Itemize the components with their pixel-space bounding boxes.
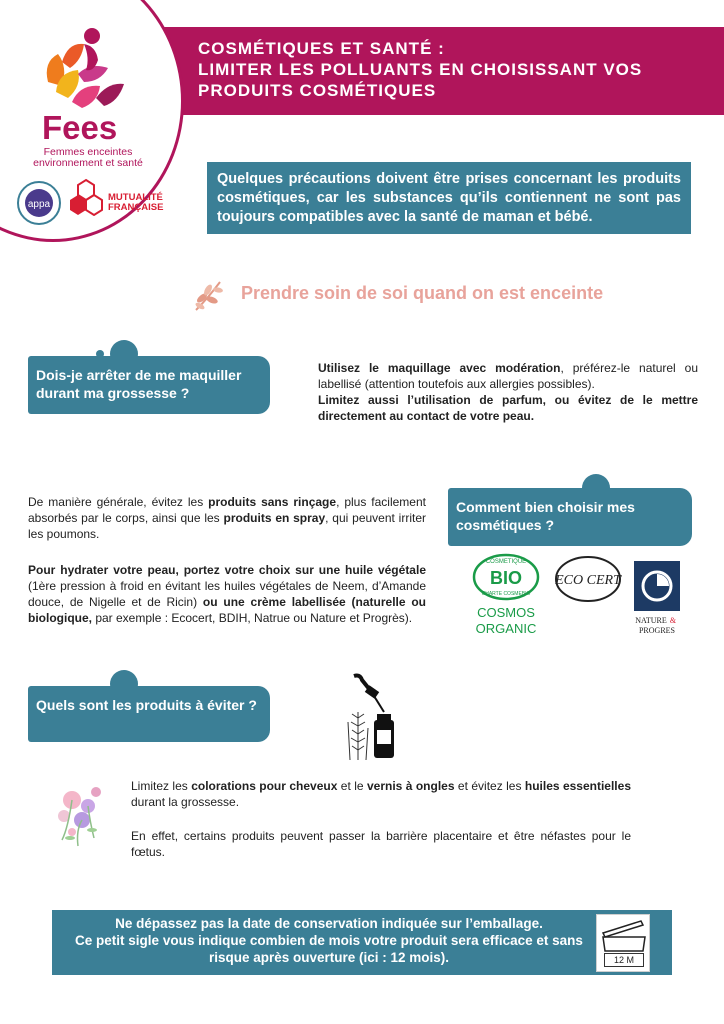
label-organic: ORGANIC bbox=[475, 621, 537, 636]
shelf-life-notice bbox=[52, 910, 672, 975]
hydrate-text-2: par exemple : Ecocert, BDIH, Natrue ou Nature et Progrès). bbox=[92, 611, 413, 625]
label-bio-bottom: CHARTE COSMEBIO bbox=[481, 591, 531, 597]
leaf-sprig-icon bbox=[190, 276, 226, 314]
avoid-text-1: Limitez les bbox=[131, 779, 192, 793]
general-bold-2: produits en spray bbox=[223, 511, 326, 525]
question-choose-cosmetics: Comment bien choisir mes cosmétiques ? bbox=[448, 488, 692, 546]
section-subtitle: Prendre soin de soi quand on est enceinte bbox=[241, 283, 604, 303]
question-products-to-avoid: Quels sont les produits à éviter ? bbox=[28, 686, 270, 742]
cosmebio-bio-logo-icon bbox=[474, 555, 538, 636]
hydrate-text-1: (1ère pression à froid en évitant les huiles végétales de Neem, d’Amande douce, de Nigelle et de Ricin) bbox=[28, 579, 426, 609]
pao-label: 12 M bbox=[604, 953, 644, 967]
fees-subtitle-line-1: Femmes enceintes bbox=[43, 146, 133, 158]
perfume-advice-bold: Limitez aussi l’utilisation de parfum, ou évitez de le mettre directement au contact de votre peau. bbox=[318, 393, 698, 423]
ecocert-logo-icon bbox=[554, 557, 622, 601]
title-line-2: LIMITER LES POLLUANTS EN CHOISISSANT VOS bbox=[198, 60, 643, 79]
intro-box: Quelques précautions doivent être prises concernant les produits cosmétiques, car les substances qu’ils contiennent ne sont pas toujours compatibles avec la santé de maman et bébé. bbox=[207, 162, 691, 234]
title-line-1: COSMÉTIQUES ET SANTÉ : bbox=[198, 39, 445, 58]
appa-logo-icon bbox=[16, 180, 62, 226]
makeup-paragraph bbox=[318, 360, 698, 424]
avoid-paragraph-1 bbox=[131, 778, 631, 810]
label-nature-amp: & bbox=[669, 616, 677, 625]
fees-logo-icon bbox=[38, 22, 130, 112]
hydrate-bold-1: Pour hydrater votre peau, portez votre choix sur une huile végétale bbox=[28, 563, 426, 577]
hydrate-bold-2: ou une crème labellisée (naturelle ou biologique, bbox=[28, 595, 427, 625]
avoid-text-4: durant la grossesse. bbox=[131, 795, 240, 809]
general-bold-1: produits sans rinçage bbox=[208, 495, 337, 509]
page-title bbox=[198, 38, 708, 101]
open-jar-icon bbox=[597, 915, 651, 955]
label-ecocert: ECO CERT bbox=[555, 573, 621, 588]
avoid-bold-2: vernis à ongles bbox=[366, 779, 455, 793]
mutualite-francaise-text bbox=[108, 193, 163, 213]
essential-oil-dropper-icon bbox=[340, 672, 402, 764]
appa-logo-text: appa bbox=[27, 199, 51, 210]
makeup-advice-bold: Utilisez le maquillage avec modération bbox=[318, 361, 561, 375]
avoid-paragraph-2: En effet, certains produits peuvent passer la barrière placentaire et être néfastes pour le fœtus. bbox=[131, 829, 631, 859]
avoid-text-3: et évitez les bbox=[454, 779, 525, 793]
general-text-2: , plus facilement absorbés par le corps, ainsi que les bbox=[28, 495, 426, 525]
fees-subtitle-line-2: environnement et santé bbox=[33, 157, 143, 169]
label-bio-top: COSMETIQUE bbox=[485, 559, 527, 565]
makeup-advice-text: , préférez-le naturel ou labellisé (attention toutefois aux allergies possibles). bbox=[318, 361, 698, 391]
label-nature: NATURE bbox=[635, 616, 667, 625]
mutualite-line-2: FRANÇAISE bbox=[108, 202, 164, 213]
general-text-1: De manière générale, évitez les bbox=[28, 495, 209, 509]
fees-logo-name: Fees bbox=[42, 109, 118, 146]
mutualite-francaise-logo-icon bbox=[66, 178, 106, 216]
label-progres: PROGRES bbox=[638, 626, 676, 635]
shelf-life-line-1: Ne dépassez pas la date de conservation indiquée sur l’emballage. bbox=[115, 916, 543, 931]
title-line-3: PRODUITS COSMÉTIQUES bbox=[198, 81, 437, 100]
general-advice-paragraph bbox=[28, 494, 426, 542]
label-cosmos: COSMOS bbox=[477, 605, 535, 620]
shelf-life-line-2: Ce petit sigle vous indique combien de mois votre produit sera efficace et sans risque après ouverture (ici : 12 mois). bbox=[75, 933, 583, 965]
label-bio: BIO bbox=[489, 568, 523, 588]
flowers-icon bbox=[42, 776, 116, 850]
hydrate-advice-paragraph bbox=[28, 562, 426, 626]
question-makeup: Dois-je arrêter de me maquiller durant ma grossesse ? bbox=[28, 356, 270, 414]
eco-labels bbox=[470, 553, 690, 641]
avoid-bold-1: colorations pour cheveux bbox=[191, 779, 338, 793]
mutualite-line-1: MUTUALITÉ bbox=[108, 192, 163, 203]
avoid-bold-3: huiles essentielles bbox=[524, 779, 631, 793]
fees-logo-subtitle bbox=[28, 147, 148, 169]
nature-progres-logo-icon bbox=[634, 561, 680, 635]
general-text-3: , qui peuvent irriter les poumons. bbox=[28, 511, 426, 541]
avoid-text-2: et le bbox=[337, 779, 367, 793]
